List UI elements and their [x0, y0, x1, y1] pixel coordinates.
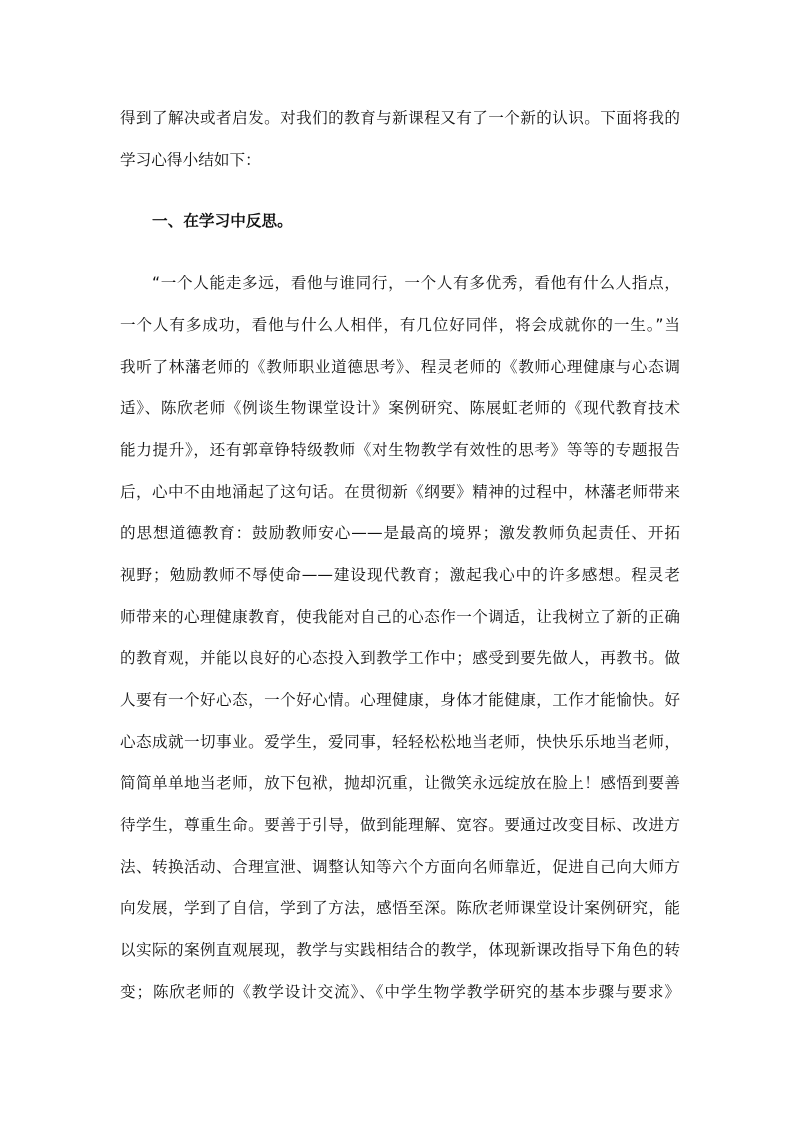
paragraph-line-16: 向发展，学到了自信，学到了方法，感悟至深。陈欣老师课堂设计案例研究，能 [120, 899, 680, 917]
paragraph-line-5: 能力提升》，还有郭章铮特级教师《对生物教学有效性的思考》等等的专题报告 [120, 441, 680, 459]
paragraph-line-1: “一个人能走多远，看他与谁同行，一个人有多优秀，看他有什么人指点， [152, 274, 680, 292]
section-heading: 一、在学习中反思。 [152, 212, 293, 230]
intro-line-1: 得到了解决或者启发。对我们的教育与新课程又有了一个新的认识。下面将我的 [120, 109, 680, 127]
paragraph-line-18: 变；陈欣老师的《教学设计交流》、《中学生物学教学研究的基本步骤与要求》 [120, 983, 680, 1001]
paragraph-line-4: 适》、陈欣老师《例谈生物课堂设计》案例研究、陈展虹老师的《现代教育技术 [120, 399, 680, 417]
paragraph-line-2: 一个人有多成功，看他与什么人相伴，有几位好同伴，将会成就你的一生。”当 [120, 316, 680, 334]
paragraph-line-14: 待学生，尊重生命。要善于引导，做到能理解、宽容。要通过改变目标、改进方 [120, 816, 680, 834]
paragraph-line-15: 法、转换活动、合理宣泄、调整认知等六个方面向名师靠近，促进自己向大师方 [120, 858, 680, 876]
intro-line-2: 学习心得小结如下： [120, 151, 261, 169]
paragraph-line-3: 我听了林藩老师的《教师职业道德思考》、程灵老师的《教师心理健康与心态调 [120, 358, 680, 376]
paragraph-line-12: 心态成就一切事业。爱学生，爱同事，轻轻松松地当老师，快快乐乐地当老师， [120, 733, 680, 751]
paragraph-line-10: 的教育观，并能以良好的心态投入到教学工作中；感受到要先做人，再教书。做 [120, 649, 680, 667]
paragraph-line-6: 后，心中不由地涌起了这句话。在贯彻新《纲要》精神的过程中，林藩老师带来 [120, 483, 680, 501]
paragraph-line-7: 的思想道德教育：鼓励教师安心——是最高的境界；激发教师负起责任、开拓 [120, 524, 680, 542]
paragraph-line-11: 人要有一个好心态，一个好心情。心理健康，身体才能健康，工作才能愉快。好 [120, 691, 680, 709]
paragraph-line-13: 简简单单地当老师，放下包袱，抛却沉重，让微笑永远绽放在脸上！感悟到要善 [120, 774, 680, 792]
paragraph-line-9: 师带来的心理健康教育，使我能对自己的心态作一个调适，让我树立了新的正确 [120, 608, 680, 626]
paragraph-line-8: 视野；勉励教师不辱使命——建设现代教育；激起我心中的许多感想。程灵老 [120, 566, 680, 584]
paragraph-line-17: 以实际的案例直观展现，教学与实践相结合的教学，体现新课改指导下角色的转 [120, 941, 680, 959]
